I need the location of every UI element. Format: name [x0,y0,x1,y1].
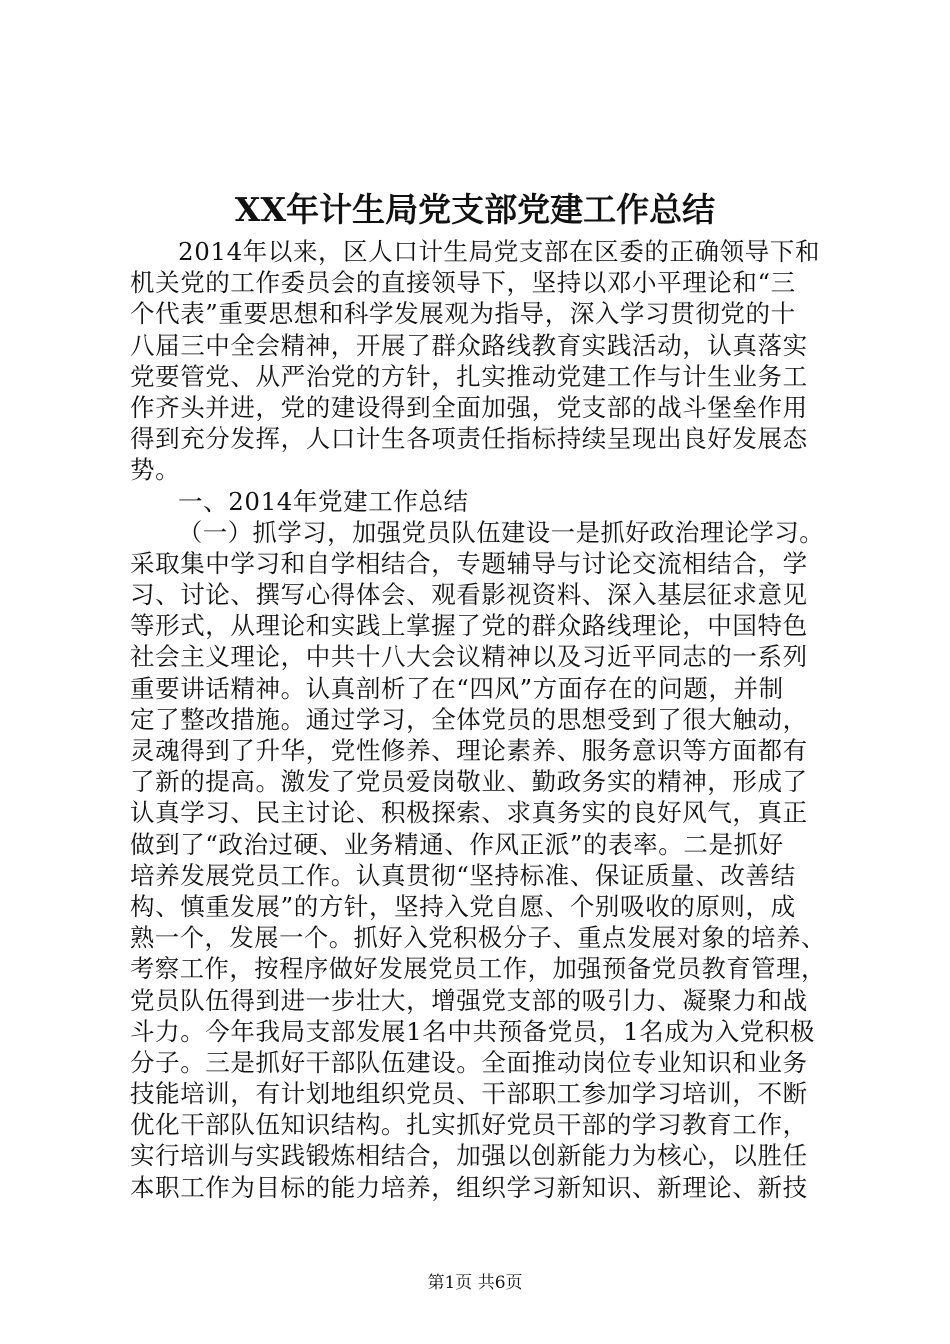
document-body [130,236,830,1203]
text-line: 做到了“政治过硬、业务精通、作风正派”的表率。二是抓好 [130,829,784,859]
text-line: 本职工作为目标的能力培养，组织学习新知识、新理论、新技 [130,1172,808,1202]
text-line: 2014年以来，区人口计生局党支部在区委的正确领导下和 [178,237,821,266]
text-line: 实行培训与实践锻炼相结合，加强以创新能力为核心，以胜任 [130,1141,808,1171]
text-line: 社会主义理论，中共十八大会议精神以及习近平同志的一系列 [130,642,808,672]
text-line: 斗力。今年我局支部发展1名中共预备党员，1名成为入党积极 [130,1016,815,1046]
text-line: 认真学习、民主讨论、积极探索、求真务实的良好风气，真正 [130,798,808,828]
text-line: 等形式，从理论和实践上掌握了党的群众路线理论，中国特色 [130,611,808,641]
text-line: 熟一个，发展一个。抓好入党积极分子、重点发展对象的培养、 [130,923,826,953]
text-line: 考察工作，按程序做好发展党员工作，加强预备党员教育管理， [130,954,826,984]
section-heading: 一、2014年党建工作总结 [178,486,469,516]
text-line: 党员队伍得到进一步壮大，增强党支部的吸引力、凝聚力和战 [130,985,808,1015]
text-line: 党要管党、从严治党的方针，扎实推动党建工作与计生业务工 [130,361,808,391]
text-line: 重要讲话精神。认真剖析了在“四风”方面存在的问题，并制 [130,673,784,703]
text-line: 作齐头并进，党的建设得到全面加强，党支部的战斗堡垒作用 [130,392,808,422]
text-line: 技能培训，有计划地组织党员、干部职工参加学习培训，不断 [130,1079,808,1109]
text-line: 优化干部队伍知识结构。扎实抓好党员干部的学习教育工作， [130,1110,808,1140]
text-line: 定了整改措施。通过学习，全体党员的思想受到了很大触动， [130,704,808,734]
document-title: XX年计生局党支部党建工作总结 [234,190,716,229]
text-line: 构、慎重发展”的方针，坚持入党自愿、个别吸收的原则，成 [130,891,796,921]
text-line: 个代表”重要思想和科学发展观为指导，深入学习贯彻党的十 [130,299,796,329]
text-line: 八届三中全会精神，开展了群众路线教育实践活动，认真落实 [130,330,808,360]
text-line: 了新的提高。激发了党员爱岗敬业、勤政务实的精神，形成了 [130,767,808,797]
text-line: 灵魂得到了升华，党性修养、理论素养、服务意识等方面都有 [130,736,808,765]
text-line: 得到充分发挥，人口计生各项责任指标持续呈现出良好发展态 [130,424,808,454]
text-line: 习、讨论、撰写心得体会、观看影视资料、深入基层征求意见 [130,580,808,610]
text-line: （一）抓学习，加强党员队伍建设一是抓好政治理论学习。 [178,517,825,547]
text-line: 势。 [130,455,181,485]
page-number-footer: 第1页 共6页 [427,1273,523,1293]
text-line: 培养发展党员工作。认真贯彻“坚持标准、保证质量、改善结 [130,860,796,890]
text-line: 采取集中学习和自学相结合，专题辅导与讨论交流相结合，学 [130,548,808,578]
text-line: 分子。三是抓好干部队伍建设。全面推动岗位专业知识和业务 [130,1047,808,1077]
text-line: 机关党的工作委员会的直接领导下，坚持以邓小平理论和“三 [130,268,796,298]
